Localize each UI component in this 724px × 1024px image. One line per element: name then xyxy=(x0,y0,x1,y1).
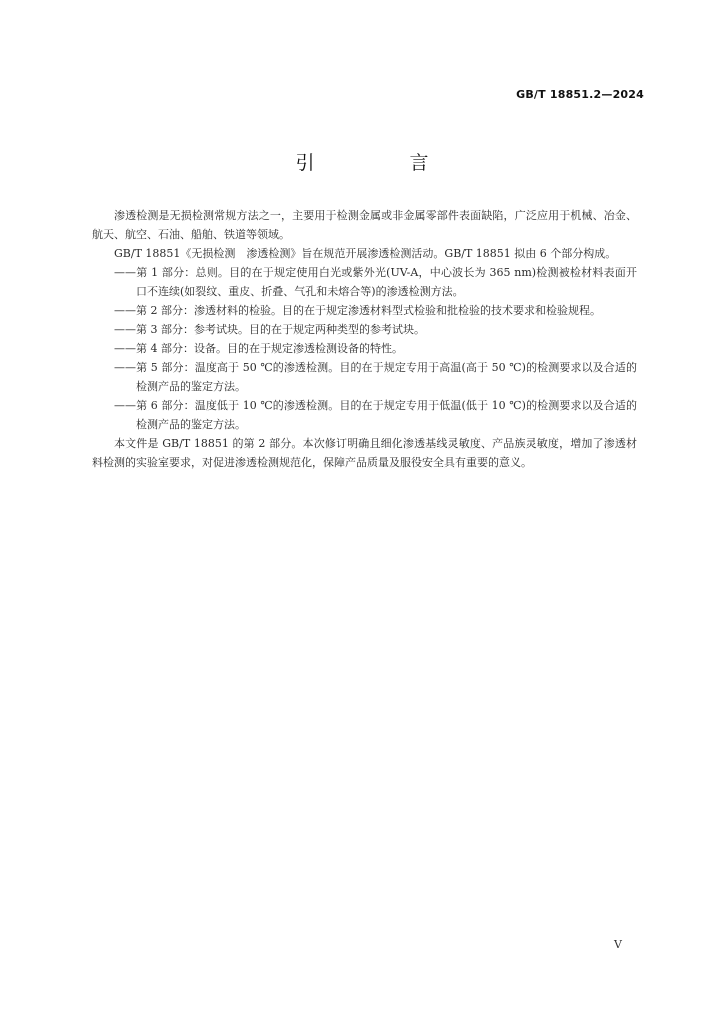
list-item-text: 第 6 部分：温度低于 10 ℃的渗透检测。目的在于规定专用于低温(低于 10 ℃)的检测要求以及合适的检测产品的鉴定方法。 xyxy=(136,399,637,431)
dash-marker: —— xyxy=(114,266,136,279)
list-item-part-6 xyxy=(92,396,637,434)
list-item-part-3 xyxy=(92,320,637,339)
dash-marker: —— xyxy=(114,399,136,412)
list-item-text: 第 1 部分：总则。目的在于规定使用白光或紫外光(UV-A，中心波长为 365 nm)检测被检材料表面开口不连续(如裂纹、重皮、折叠、气孔和未熔合等)的渗透检测方法。 xyxy=(136,266,637,298)
list-item-text: 第 2 部分：渗透材料的检验。目的在于规定渗透材料型式检验和批检验的技术要求和检验规程。 xyxy=(136,304,601,317)
list-item-text: 第 3 部分：参考试块。目的在于规定两种类型的参考试块。 xyxy=(136,323,425,336)
section-title: 引 言 xyxy=(295,152,467,174)
document-body xyxy=(92,206,637,472)
dash-marker: —— xyxy=(114,361,136,374)
intro-paragraph-3: 本文件是 GB/T 18851 的第 2 部分。本次修订明确且细化渗透基线灵敏度、产品族灵敏度，增加了渗透材料检测的实验室要求，对促进渗透检测规范化，保障产品质量及服役安全具有重要的意义。 xyxy=(92,437,637,469)
list-item-text: 第 4 部分：设备。目的在于规定渗透检测设备的特性。 xyxy=(136,342,403,355)
list-item-part-4 xyxy=(92,339,637,358)
dash-marker: —— xyxy=(114,323,136,336)
intro-paragraph-2: GB/T 18851《无损检测 渗透检测》旨在规范开展渗透检测活动。GB/T 18851 拟由 6 个部分构成。 xyxy=(114,247,617,260)
standard-code: GB/T 18851.2—2024 xyxy=(516,88,644,101)
dash-marker: —— xyxy=(114,304,136,317)
list-item-part-5 xyxy=(92,358,637,396)
list-item-part-2 xyxy=(92,301,637,320)
list-item-text: 第 5 部分：温度高于 50 ℃的渗透检测。目的在于规定专用于高温(高于 50 ℃)的检测要求以及合适的检测产品的鉴定方法。 xyxy=(136,361,637,393)
page-number: V xyxy=(614,938,622,951)
dash-marker: —— xyxy=(114,342,136,355)
intro-paragraph-1: 渗透检测是无损检测常规方法之一，主要用于检测金属或非金属零部件表面缺陷，广泛应用于机械、冶金、航天、航空、石油、船舶、铁道等领域。 xyxy=(92,209,637,241)
list-item-part-1 xyxy=(92,263,637,301)
